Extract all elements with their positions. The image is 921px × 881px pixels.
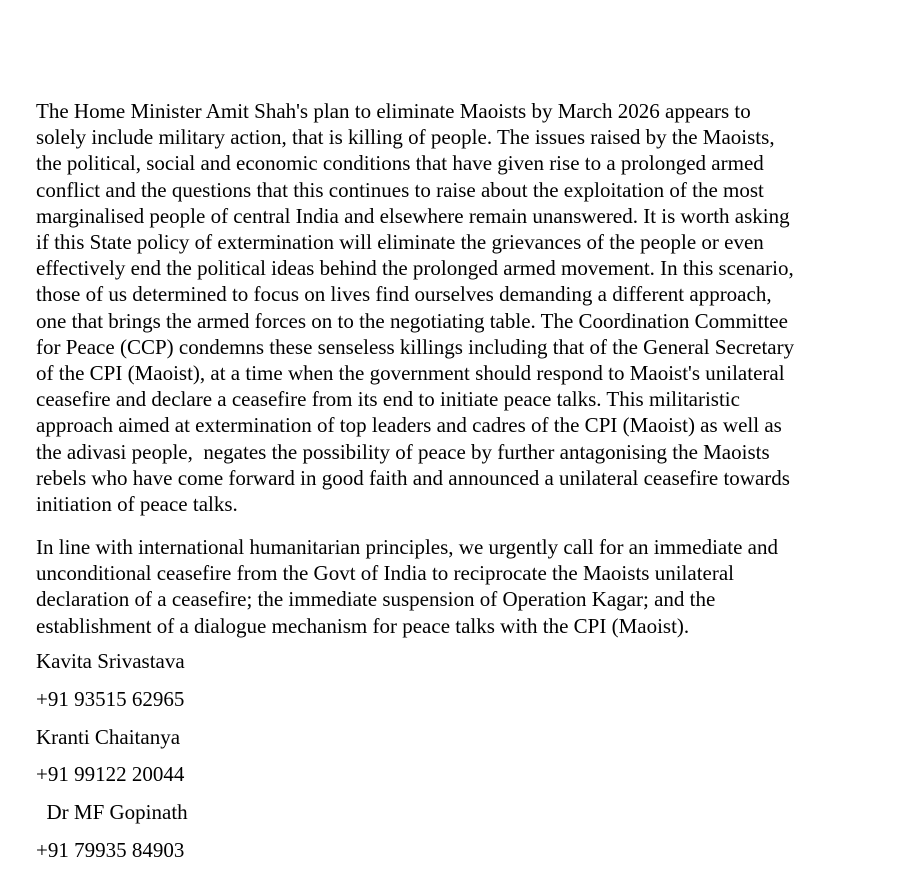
signatory-3-name: Dr MF Gopinath — [36, 800, 188, 824]
paragraph-line: marginalised people of central India and elsewhere remain unanswered. It is worth asking — [36, 203, 790, 228]
signatory-1-name: Kavita Srivastava — [36, 649, 185, 673]
paragraph-line: ceasefire and declare a ceasefire from its end to initiate peace talks. This militaristic — [36, 387, 740, 412]
paragraph-line: conflict and the questions that this continues to raise about the exploitation of the most — [36, 177, 764, 202]
paragraph-line: establishment of a dialogue mechanism for peace talks with the CPI (Maoist). — [36, 613, 690, 638]
signatory-2-phone: +91 99122 20044 — [36, 762, 185, 786]
paragraph-line: rebels who have come forward in good faith and announced a unilateral ceasefire towards — [36, 465, 790, 490]
paragraph-line: effectively end the political ideas behind the prolonged armed movement. In this scenario, — [36, 256, 794, 281]
paragraph-line: approach aimed at extermination of top leaders and cadres of the CPI (Maoist) as well as — [36, 413, 782, 438]
paragraph-line: the political, social and economic conditions that have given rise to a prolonged armed — [36, 151, 764, 176]
statement-paragraph-2 — [36, 534, 898, 639]
paragraph-line: declaration of a ceasefire; the immediate suspension of Operation Kagar; and the — [36, 587, 716, 612]
paragraph-line: if this State policy of extermination will eliminate the grievances of the people or even — [36, 230, 764, 255]
statement-paragraph-1 — [36, 98, 898, 518]
paragraph-line: In line with international humanitarian principles, we urgently call for an immediate and — [36, 535, 778, 559]
signatory-1-phone: +91 93515 62965 — [36, 687, 185, 711]
paragraph-line: those of us determined to focus on lives find ourselves demanding a different approach, — [36, 282, 772, 307]
paragraph-line: initiation of peace talks. — [36, 492, 238, 517]
paragraph-line: the adivasi people, negates the possibility of peace by further antagonising the Maoists — [36, 439, 770, 464]
paragraph-line: for Peace (CCP) condemns these senseless killings including that of the General Secretary — [36, 334, 795, 359]
paragraph-line: solely include military action, that is killing of people. The issues raised by the Maoists, — [36, 125, 775, 150]
paragraph-line: unconditional ceasefire from the Govt of India to reciprocate the Maoists unilateral — [36, 561, 734, 586]
signatory-2-name: Kranti Chaitanya — [36, 725, 181, 749]
statement-document — [36, 98, 898, 639]
paragraph-line: one that brings the armed forces on to the negotiating table. The Coordination Committee — [36, 308, 788, 333]
paragraph-line: of the CPI (Maoist), at a time when the government should respond to Maoist's unilateral — [36, 361, 785, 386]
paragraph-line: The Home Minister Amit Shah's plan to eliminate Maoists by March 2026 appears to — [36, 99, 751, 123]
signatory-3-phone: +91 79935 84903 — [36, 838, 185, 862]
